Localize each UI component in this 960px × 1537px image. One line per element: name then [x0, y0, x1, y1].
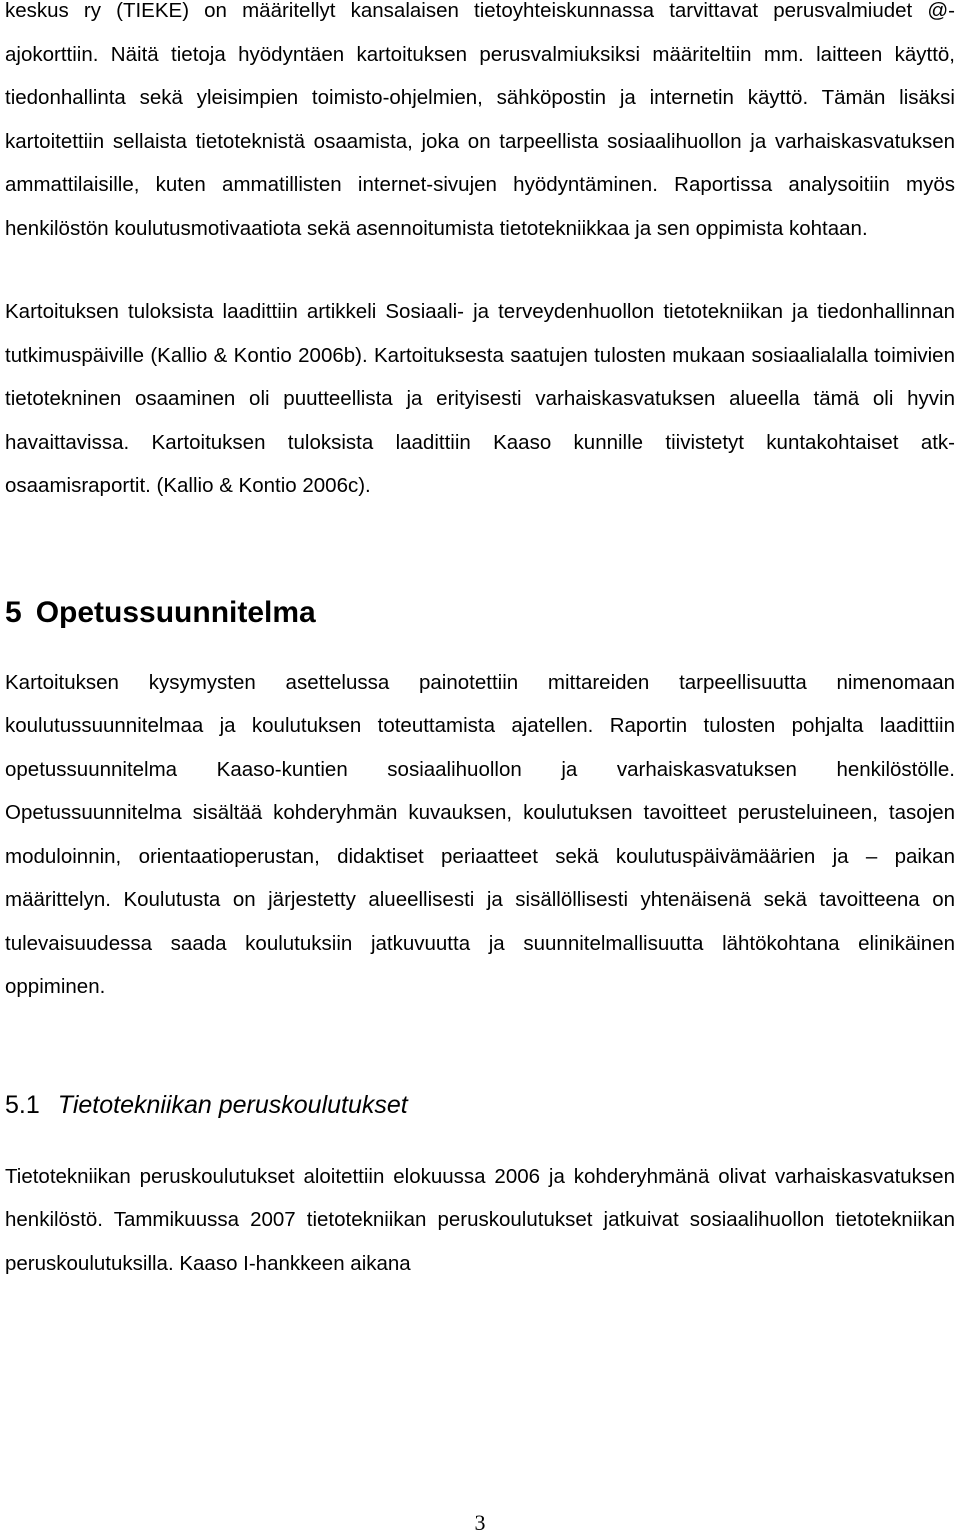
- subsection-heading-5-1: [5, 1089, 955, 1121]
- subsection-number: 5.1: [5, 1090, 40, 1119]
- section-title: Opetussuunnitelma: [35, 595, 316, 629]
- subsection-title: Tietotekniikan peruskoulutukset: [57, 1090, 408, 1119]
- paragraph-tieke-basics: keskus ry (TIEKE) on määritellyt kansalaisen tietoyhteiskunnassa tarvittavat perusvalmiudet @-ajokorttiin. Näitä tietoja hyödyntäen kartoituksen perusvalmiuksiksi määriteltiin mm. laitteen käyttö, tiedonhallinta sekä yleisimpien toimisto-ohjelmien, sähköpostin ja internetin käyttö. Tämän lisäksi kartoitettiin sellaista tietoteknistä osaamista, joka on tarpeellista sosiaalihuollon ja varhaiskasvatuksen ammattilaisille, kuten ammatillisten internet-sivujen hyödyntäminen. Raportissa analysoitiin myös henkilöstön koulutusmotivaatiota sekä asennoitumista tietotekniikkaa ja sen oppimista kohtaan.: [5, 0, 955, 240]
- section-number: 5: [5, 595, 22, 629]
- section-heading-5: [5, 595, 955, 631]
- document-page: [5, 0, 955, 1285]
- paragraph-curriculum: Kartoituksen kysymysten asettelussa painotettiin mittareiden tarpeellisuutta nimenomaan koulutussuunnitelmaa ja koulutuksen toteuttamista ajatellen. Raportin tulosten pohjalta laadittiin opetussuunnitelma Kaaso-kuntien sosiaalihuollon ja varhaiskasvatuksen henkilöstölle. Opetussuunnitelma sisältää kohderyhmän kuvauksen, koulutuksen tavoitteet perusteluineen, tasojen moduloinnin, orientaatioperustan, didaktiset periaatteet sekä koulutuspäivämäärien ja – paikan määrittelyn. Koulutusta on järjestetty alueellisesti ja sisällöllisesti yhtenäisenä sekä tavoitteena on tulevaisuudessa saada koulutuksiin jatkuvuutta ja suunnitelmallisuutta lähtökohtana elinikäinen oppiminen.: [5, 670, 955, 998]
- page-number: 3: [474, 1510, 486, 1535]
- paragraph-basic-training: Tietotekniikan peruskoulutukset aloitettiin elokuussa 2006 ja kohderyhmänä olivat varhaiskasvatuksen henkilöstö. Tammikuussa 2007 tietotekniikan peruskoulutukset jatkuivat sosiaalihuollon tietotekniikan peruskoulutuksilla. Kaaso I-hankkeen aikana: [5, 1164, 955, 1275]
- paragraph-survey-results: Kartoituksen tuloksista laadittiin artikkeli Sosiaali- ja terveydenhuollon tietotekniikan ja tiedonhallinnan tutkimuspäiville (Kallio & Kontio 2006b). Kartoituksesta saatujen tulosten mukaan sosiaalialalla toimivien tietotekninen osaaminen oli puutteellista ja erityisesti varhaiskasvatuksen alueella tämä oli hyvin havaittavissa. Kartoituksen tuloksista laadittiin Kaaso kunnille tiivistetyt kuntakohtaiset atk-osaamisraportit. (Kallio & Kontio 2006c).: [5, 300, 955, 497]
